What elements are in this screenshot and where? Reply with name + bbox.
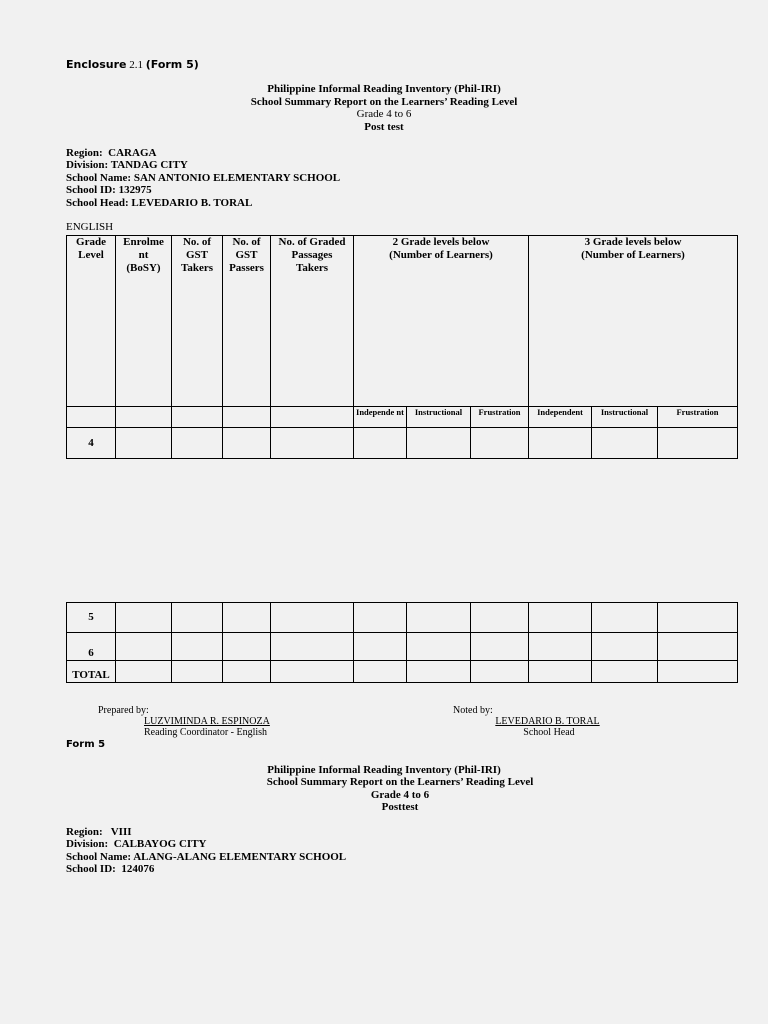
row-total: TOTAL [67, 661, 116, 683]
noted-by-role: School Head [523, 727, 575, 738]
report1-school-head-row: School Head: LEVEDARIO B. TORAL [66, 197, 253, 209]
report2-title: Philippine Informal Reading Inventory (Phil-IRI) [267, 764, 501, 776]
sub-instructional-3: Instructional [592, 407, 658, 428]
report2-division: CALBAYOG CITY [113, 838, 207, 850]
report2-region: VIII [110, 826, 132, 838]
table-row [67, 428, 738, 459]
prepared-by-role: Reading Coordinator - English [144, 727, 268, 738]
table-row [67, 633, 738, 661]
sub-independent-2: Independe nt [354, 407, 407, 428]
row-grade-5: 5 [67, 603, 116, 633]
header-grade-level: Grade Level [67, 236, 116, 407]
report2-region-row: Region: VIII [66, 826, 132, 838]
report2-division-row: Division: CALBAYOG CITY [66, 838, 207, 850]
header-gst-passers: No. of GST Passers [223, 236, 271, 407]
noted-by-label: Noted by: [453, 705, 493, 716]
header-enrolment: Enrolme nt (BoSY) [116, 236, 172, 407]
table-row [67, 603, 738, 633]
report1-title: Philippine Informal Reading Inventory (Phil-IRI) [267, 83, 501, 95]
report1-school-head: LEVEDARIO B. TORAL [131, 197, 253, 209]
enclosure-line: Enclosure 2.1 (Form 5) [66, 58, 199, 71]
report1-test: Post test [364, 121, 404, 133]
report1-division-row: Division: TANDAG CITY [66, 159, 188, 171]
report2-subtitle: School Summary Report on the Learners’ Reading Level [266, 776, 534, 788]
report2-school-id-row: School ID: 124076 [66, 863, 155, 875]
row-grade-4: 4 [67, 428, 116, 459]
header-2-grade-levels-below: 2 Grade levels below (Number of Learners) [354, 236, 529, 407]
report1-region-row: Region: CARAGA [66, 147, 157, 159]
report1-school-name-row: School Name: SAN ANTONIO ELEMENTARY SCHOOL [66, 172, 341, 184]
report1-school-id-row: School ID: 132975 [66, 184, 152, 196]
report2-school-name: ALANG-ALANG ELEMENTARY SCHOOL [133, 851, 347, 863]
report2-test: Posttest [381, 801, 419, 813]
header-3-grade-levels-below: 3 Grade levels below (Number of Learners) [529, 236, 738, 407]
table-row [67, 661, 738, 683]
report2-school-id: 124076 [121, 863, 155, 875]
sub-frustration-2: Frustration [471, 407, 529, 428]
header-graded-passages: No. of Graded Passages Takers [271, 236, 354, 407]
report1-school-name: SAN ANTONIO ELEMENTARY SCHOOL [133, 172, 341, 184]
prepared-by-name: LUZVIMINDA R. ESPINOZA [144, 716, 270, 727]
report1-region: CARAGA [108, 147, 157, 159]
reading-level-table-continued [66, 602, 738, 683]
sub-instructional-2: Instructional [407, 407, 471, 428]
report1-subject: ENGLISH [66, 221, 114, 233]
sub-independent-3: Independent [529, 407, 592, 428]
header-gst-takers: No. of GST Takers [172, 236, 223, 407]
report2-grade: Grade 4 to 6 [370, 789, 430, 801]
report1-school-id: 132975 [118, 184, 152, 196]
enclosure-label: Enclosure [66, 58, 127, 71]
noted-by-name: LEVEDARIO B. TORAL [495, 716, 600, 727]
report1-subtitle: School Summary Report on the Learners’ Reading Level [250, 96, 518, 108]
report2-form: Form 5 [66, 739, 106, 750]
sub-frustration-3: Frustration [658, 407, 738, 428]
prepared-by-label: Prepared by: [98, 705, 149, 716]
report2-school-name-row: School Name: ALANG-ALANG ELEMENTARY SCHOOL [66, 851, 347, 863]
report1-grade: Grade 4 to 6 [356, 108, 412, 120]
enclosure-form: Form 5 [150, 58, 194, 71]
row-grade-6: 6 [67, 633, 116, 661]
report1-division: TANDAG CITY [110, 159, 188, 171]
enclosure-number: 2.1 [129, 59, 143, 71]
reading-level-table [66, 235, 738, 459]
